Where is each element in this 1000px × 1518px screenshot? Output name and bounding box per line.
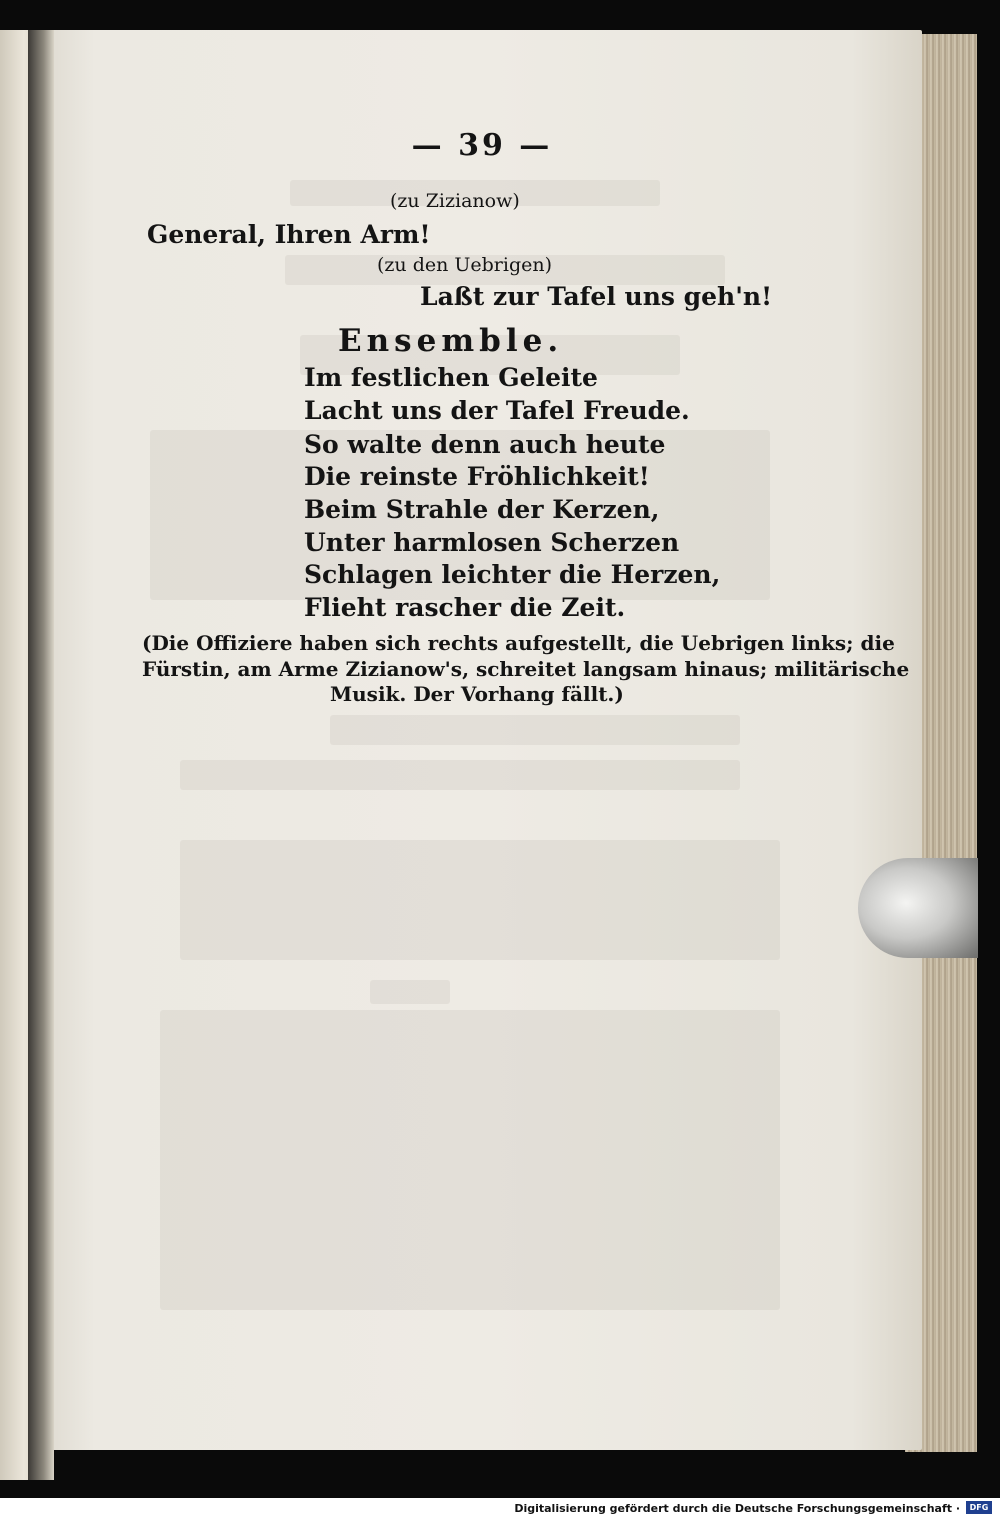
- direction-line: (Die Offiziere haben sich rechts aufgestellt, die Uebrigen links; die: [142, 631, 895, 655]
- dfg-logo: DFG: [966, 1501, 992, 1514]
- page-content: [42, 30, 922, 1450]
- stage-direction-to-others: (zu den Uebrigen): [377, 254, 553, 276]
- heading-ensemble: Ensemble.: [338, 323, 564, 359]
- direction-line: Musik. Der Vorhang fällt.): [330, 682, 624, 706]
- footer-bar: [0, 1498, 1000, 1518]
- verse-line: Im festlichen Geleite: [304, 363, 598, 392]
- line-table: Laßt zur Tafel uns geh'n!: [420, 282, 773, 311]
- verse-line: Schlagen leichter die Herzen,: [304, 560, 721, 589]
- page-clip: [858, 858, 978, 958]
- verse-line: Flieht rascher die Zeit.: [304, 593, 626, 622]
- page-number: — 39 —: [411, 128, 553, 163]
- direction-line: Fürstin, am Arme Zizianow's, schreitet langsam hinaus; militärische: [142, 657, 910, 681]
- verse-line: So walte denn auch heute: [304, 430, 666, 459]
- verse-line: Beim Strahle der Kerzen,: [304, 495, 660, 524]
- verse-line: Unter harmlosen Scherzen: [304, 528, 680, 557]
- stage-direction-to-zizianow: (zu Zizianow): [390, 190, 520, 212]
- line-general: General, Ihren Arm!: [147, 220, 431, 249]
- verse-line: Lacht uns der Tafel Freude.: [304, 396, 690, 425]
- verse-line: Die reinste Fröhlichkeit!: [304, 462, 650, 491]
- funding-credit: Digitalisierung gefördert durch die Deutsche Forschungsgemeinschaft ·: [514, 1502, 960, 1515]
